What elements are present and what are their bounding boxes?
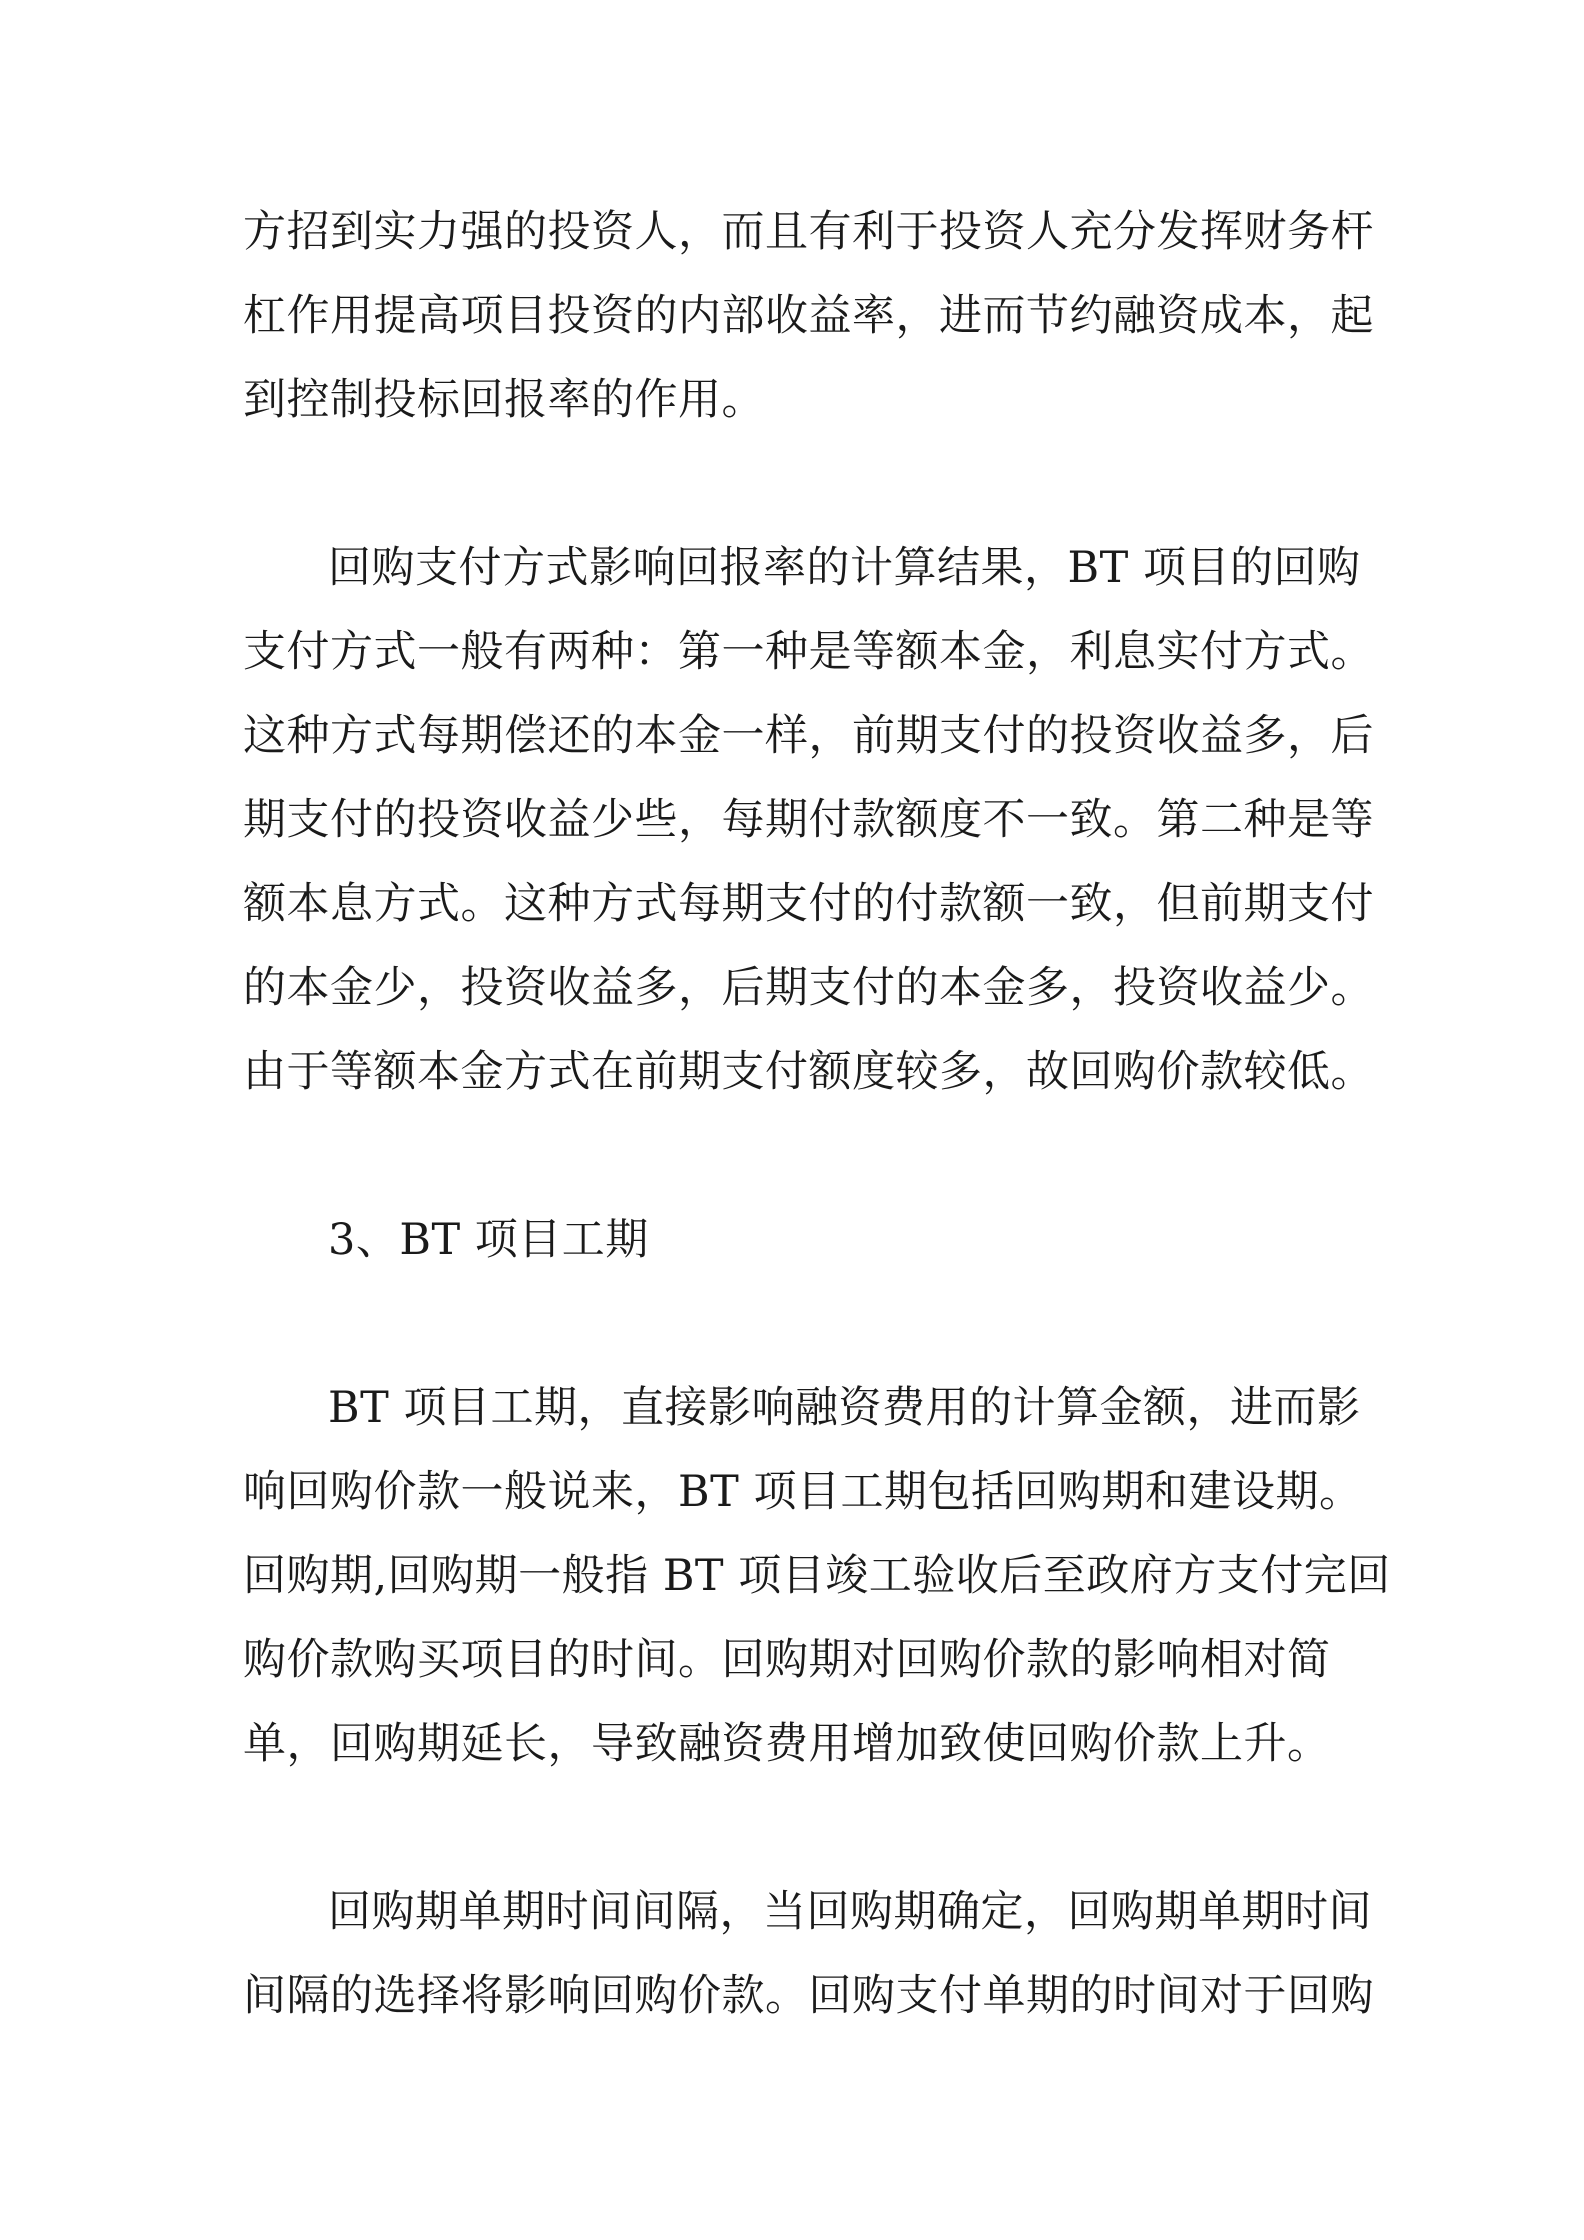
paragraph-1-line-3: 到控制投标回报率的作用。 xyxy=(243,375,765,425)
section-heading: 3、BT 项目工期 xyxy=(328,1215,649,1265)
paragraph-3-line-5: 单，回购期延长，导致融资费用增加致使回购价款上升。 xyxy=(243,1719,1331,1769)
paragraph-2-line-1: 回购支付方式影响回报率的计算结果，BT 项目的回购 xyxy=(328,543,1361,593)
paragraph-4-line-1: 回购期单期时间间隔，当回购期确定，回购期单期时间 xyxy=(328,1887,1372,1937)
paragraph-2-line-6: 的本金少，投资收益多，后期支付的本金多，投资收益少。 xyxy=(243,963,1374,1013)
paragraph-3-line-4: 购价款购买项目的时间。回购期对回购价款的影响相对简 xyxy=(243,1635,1331,1685)
paragraph-2-line-5: 额本息方式。这种方式每期支付的付款额一致，但前期支付 xyxy=(243,879,1374,929)
paragraph-3-line-1: BT 项目工期，直接影响融资费用的计算金额，进而影 xyxy=(328,1383,1361,1433)
paragraph-2-line-3: 这种方式每期偿还的本金一样，前期支付的投资收益多，后 xyxy=(243,711,1374,761)
paragraph-4-line-2: 间隔的选择将影响回购价款。回购支付单期的时间对于回购 xyxy=(243,1971,1374,2021)
paragraph-3-line-3: 回购期,回购期一般指 BT 项目竣工验收后至政府方支付完回 xyxy=(243,1551,1391,1601)
paragraph-2-line-4: 期支付的投资收益少些，每期付款额度不一致。第二种是等 xyxy=(243,795,1374,845)
paragraph-1-line-1: 方招到实力强的投资人，而且有利于投资人充分发挥财务杆 xyxy=(243,207,1374,257)
paragraph-2-line-7: 由于等额本金方式在前期支付额度较多，故回购价款较低。 xyxy=(243,1047,1374,1097)
paragraph-1-line-2: 杠作用提高项目投资的内部收益率，进而节约融资成本，起 xyxy=(243,291,1374,341)
paragraph-2-line-2: 支付方式一般有两种：第一种是等额本金，利息实付方式。 xyxy=(243,627,1374,677)
paragraph-3-line-2: 响回购价款一般说来，BT 项目工期包括回购期和建设期。 xyxy=(243,1467,1363,1517)
